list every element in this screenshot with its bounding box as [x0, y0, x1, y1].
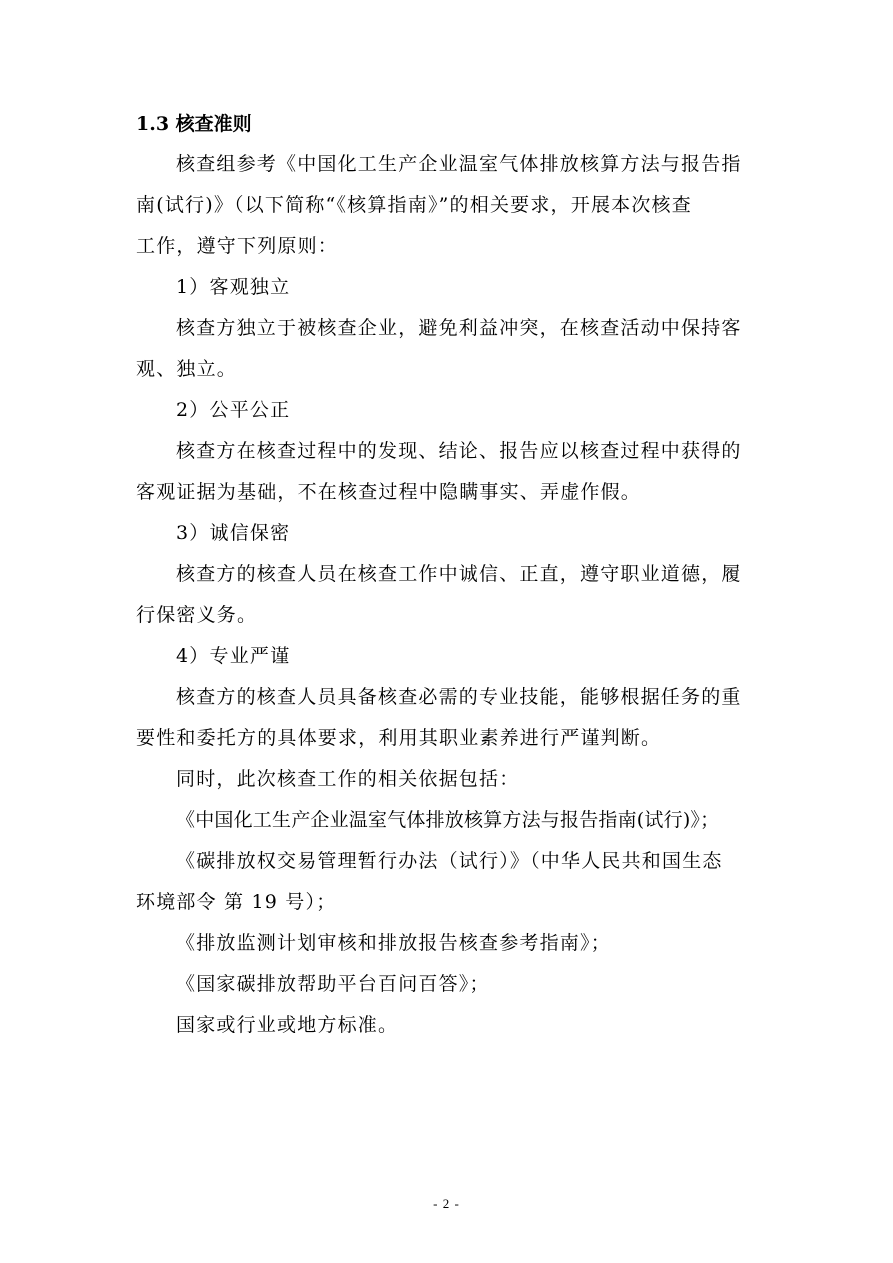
principle-4-title: 4）专业严谨 [176, 645, 291, 667]
principle-1-line-2: 观、独立。 [136, 358, 238, 380]
intro-line-3: 工作，遵守下列原则： [136, 235, 339, 257]
principle-4-line-1: 核查方的核查人员具备核查必需的专业技能，能够根据任务的重 [176, 686, 742, 708]
basis-item-2-line-2: 环境部令 第 19 号）； [136, 891, 337, 913]
page-number: - 2 - [433, 1196, 460, 1211]
basis-intro: 同时，此次核查工作的相关依据包括： [176, 768, 520, 790]
section-heading: 1.3 核查准则 [136, 113, 252, 135]
basis-item-1: 《中国化工生产企业温室气体排放核算方法与报告指南(试行)》； [176, 809, 720, 831]
principle-3-line-2: 行保密义务。 [136, 604, 258, 626]
principle-3-line-1: 核查方的核查人员在核查工作中诚信、正直，遵守职业道德，履 [176, 563, 742, 585]
principle-2-title: 2）公平公正 [176, 399, 291, 421]
principle-2-line-2: 客观证据为基础，不在核查过程中隐瞒事实、弄虚作假。 [136, 481, 642, 503]
intro-line-2: 南(试行)》（以下简称“《核算指南》”的相关要求，开展本次核查 [136, 194, 692, 216]
intro-line-1: 核查组参考《中国化工生产企业温室气体排放核算方法与报告指 [176, 153, 742, 175]
principle-1-line-1: 核查方独立于被核查企业，避免利益冲突，在核查活动中保持客 [176, 317, 742, 339]
basis-item-2-line-1: 《碳排放权交易管理暂行办法（试行）》（中华人民共和国生态 [176, 850, 723, 872]
basis-item-5: 国家或行业或地方标准。 [176, 1014, 399, 1036]
principle-1-title: 1）客观独立 [176, 276, 291, 298]
principle-3-title: 3）诚信保密 [176, 522, 291, 544]
basis-item-3: 《排放监测计划审核和排放报告核查参考指南》； [176, 932, 611, 954]
principle-2-line-1: 核查方在核查过程中的发现、结论、报告应以核查过程中获得的 [176, 440, 742, 462]
basis-item-4: 《国家碳排放帮助平台百问百答》； [176, 973, 490, 995]
document-body [136, 104, 758, 1046]
principle-4-line-2: 要性和委托方的具体要求，利用其职业素养进行严谨判断。 [136, 727, 662, 749]
